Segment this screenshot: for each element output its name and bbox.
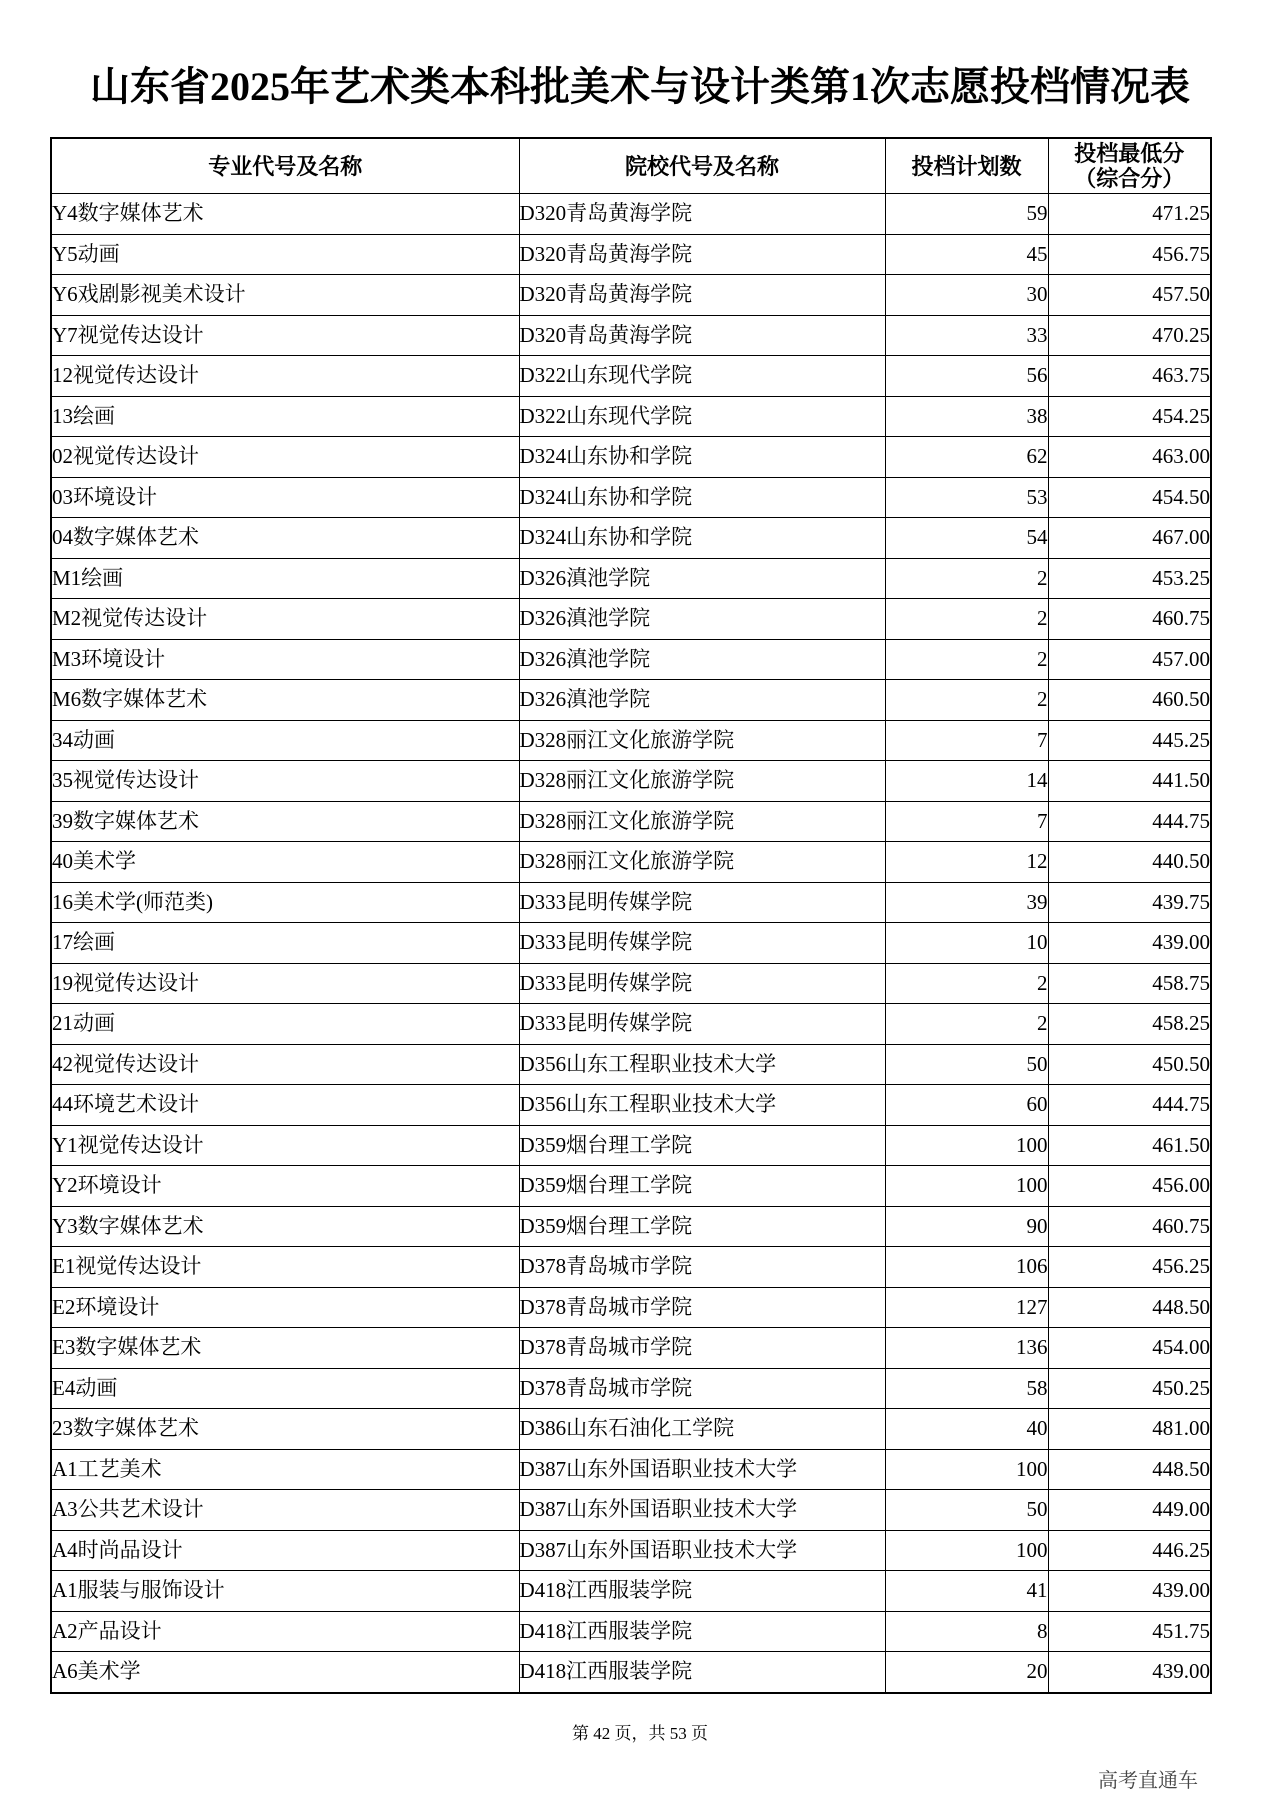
- table-row: [51, 639, 1211, 680]
- table-row: [51, 1004, 1211, 1045]
- cell-plan: 2: [885, 963, 1048, 1004]
- table-row: [51, 1652, 1211, 1693]
- cell-school: D324山东协和学院: [519, 437, 885, 478]
- cell-major: 03环境设计: [51, 477, 519, 518]
- cell-score: 470.25: [1048, 315, 1211, 356]
- cell-plan: 59: [885, 194, 1048, 235]
- cell-plan: 2: [885, 558, 1048, 599]
- cell-major: Y1视觉传达设计: [51, 1125, 519, 1166]
- cell-score: 454.50: [1048, 477, 1211, 518]
- cell-plan: 7: [885, 801, 1048, 842]
- cell-school: D333昆明传媒学院: [519, 923, 885, 964]
- cell-score: 457.00: [1048, 639, 1211, 680]
- table-row: [51, 1085, 1211, 1126]
- cell-plan: 62: [885, 437, 1048, 478]
- cell-plan: 136: [885, 1328, 1048, 1369]
- cell-major: 34动画: [51, 720, 519, 761]
- cell-score: 463.00: [1048, 437, 1211, 478]
- header-school: 院校代号及名称: [519, 138, 885, 194]
- cell-score: 458.25: [1048, 1004, 1211, 1045]
- cell-major: 44环境艺术设计: [51, 1085, 519, 1126]
- cell-school: D320青岛黄海学院: [519, 194, 885, 235]
- cell-school: D387山东外国语职业技术大学: [519, 1449, 885, 1490]
- cell-plan: 100: [885, 1449, 1048, 1490]
- cell-school: D328丽江文化旅游学院: [519, 842, 885, 883]
- table-row: [51, 1044, 1211, 1085]
- cell-score: 446.25: [1048, 1530, 1211, 1571]
- cell-score: 457.50: [1048, 275, 1211, 316]
- cell-major: E1视觉传达设计: [51, 1247, 519, 1288]
- cell-plan: 12: [885, 842, 1048, 883]
- table-row: [51, 599, 1211, 640]
- cell-score: 460.75: [1048, 599, 1211, 640]
- cell-school: D324山东协和学院: [519, 518, 885, 559]
- cell-major: 19视觉传达设计: [51, 963, 519, 1004]
- cell-plan: 2: [885, 599, 1048, 640]
- cell-school: D333昆明传媒学院: [519, 1004, 885, 1045]
- cell-plan: 33: [885, 315, 1048, 356]
- cell-school: D378青岛城市学院: [519, 1368, 885, 1409]
- cell-plan: 106: [885, 1247, 1048, 1288]
- table-row: [51, 882, 1211, 923]
- cell-school: D326滇池学院: [519, 680, 885, 721]
- cell-score: 451.75: [1048, 1611, 1211, 1652]
- table-row: [51, 1530, 1211, 1571]
- cell-score: 449.00: [1048, 1490, 1211, 1531]
- cell-school: D320青岛黄海学院: [519, 315, 885, 356]
- cell-score: 440.50: [1048, 842, 1211, 883]
- page-footer: 第 42 页，共 53 页: [572, 1724, 708, 1743]
- cell-plan: 14: [885, 761, 1048, 802]
- cell-major: 40美术学: [51, 842, 519, 883]
- cell-school: D356山东工程职业技术大学: [519, 1085, 885, 1126]
- cell-school: D328丽江文化旅游学院: [519, 761, 885, 802]
- table-row: [51, 558, 1211, 599]
- cell-score: 456.75: [1048, 234, 1211, 275]
- cell-score: 481.00: [1048, 1409, 1211, 1450]
- cell-major: Y2环境设计: [51, 1166, 519, 1207]
- cell-school: D418江西服装学院: [519, 1611, 885, 1652]
- cell-major: A2产品设计: [51, 1611, 519, 1652]
- cell-major: 23数字媒体艺术: [51, 1409, 519, 1450]
- cell-major: M6数字媒体艺术: [51, 680, 519, 721]
- cell-plan: 100: [885, 1166, 1048, 1207]
- table-row: [51, 1490, 1211, 1531]
- cell-school: D386山东石油化工学院: [519, 1409, 885, 1450]
- cell-score: 461.50: [1048, 1125, 1211, 1166]
- cell-score: 445.25: [1048, 720, 1211, 761]
- cell-major: Y5动画: [51, 234, 519, 275]
- table-row: [51, 842, 1211, 883]
- cell-major: 42视觉传达设计: [51, 1044, 519, 1085]
- table-row: [51, 518, 1211, 559]
- cell-score: 471.25: [1048, 194, 1211, 235]
- cell-plan: 39: [885, 882, 1048, 923]
- table-row: [51, 194, 1211, 235]
- table-row: [51, 1125, 1211, 1166]
- cell-school: D418江西服装学院: [519, 1652, 885, 1693]
- cell-score: 454.25: [1048, 396, 1211, 437]
- cell-score: 460.50: [1048, 680, 1211, 721]
- cell-score: 439.00: [1048, 923, 1211, 964]
- cell-score: 441.50: [1048, 761, 1211, 802]
- table-row: [51, 1206, 1211, 1247]
- cell-plan: 2: [885, 1004, 1048, 1045]
- cell-major: M2视觉传达设计: [51, 599, 519, 640]
- cell-major: M3环境设计: [51, 639, 519, 680]
- cell-school: D322山东现代学院: [519, 396, 885, 437]
- cell-major: Y4数字媒体艺术: [51, 194, 519, 235]
- cell-major: 12视觉传达设计: [51, 356, 519, 397]
- table-row: [51, 801, 1211, 842]
- table-row: [51, 1166, 1211, 1207]
- table-row: [51, 275, 1211, 316]
- cell-major: A3公共艺术设计: [51, 1490, 519, 1531]
- header-major: 专业代号及名称: [51, 138, 519, 194]
- cell-school: D359烟台理工学院: [519, 1206, 885, 1247]
- table-row: [51, 1328, 1211, 1369]
- cell-major: 17绘画: [51, 923, 519, 964]
- cell-score: 456.00: [1048, 1166, 1211, 1207]
- cell-plan: 45: [885, 234, 1048, 275]
- table-row: [51, 1571, 1211, 1612]
- cell-score: 444.75: [1048, 1085, 1211, 1126]
- table-row: [51, 1368, 1211, 1409]
- cell-school: D378青岛城市学院: [519, 1287, 885, 1328]
- cell-school: D333昆明传媒学院: [519, 963, 885, 1004]
- table-row: [51, 680, 1211, 721]
- table-body: [51, 194, 1211, 1693]
- table-row: [51, 1287, 1211, 1328]
- cell-plan: 50: [885, 1490, 1048, 1531]
- cell-major: 35视觉传达设计: [51, 761, 519, 802]
- cell-school: D322山东现代学院: [519, 356, 885, 397]
- cell-major: 16美术学(师范类): [51, 882, 519, 923]
- cell-score: 458.75: [1048, 963, 1211, 1004]
- header-score: [1048, 138, 1211, 194]
- table-row: [51, 477, 1211, 518]
- cell-major: A6美术学: [51, 1652, 519, 1693]
- watermark: 高考直通车: [1098, 1770, 1198, 1792]
- cell-school: D328丽江文化旅游学院: [519, 720, 885, 761]
- header-score-line1: 投档最低分: [1074, 141, 1185, 166]
- cell-plan: 90: [885, 1206, 1048, 1247]
- cell-plan: 20: [885, 1652, 1048, 1693]
- cell-plan: 100: [885, 1125, 1048, 1166]
- cell-school: D326滇池学院: [519, 639, 885, 680]
- cell-plan: 7: [885, 720, 1048, 761]
- cell-school: D378青岛城市学院: [519, 1328, 885, 1369]
- cell-major: A1服装与服饰设计: [51, 1571, 519, 1612]
- cell-score: 448.50: [1048, 1449, 1211, 1490]
- cell-score: 453.25: [1048, 558, 1211, 599]
- cell-score: 460.75: [1048, 1206, 1211, 1247]
- cell-score: 467.00: [1048, 518, 1211, 559]
- table-row: [51, 315, 1211, 356]
- cell-school: D320青岛黄海学院: [519, 234, 885, 275]
- cell-plan: 41: [885, 1571, 1048, 1612]
- cell-school: D378青岛城市学院: [519, 1247, 885, 1288]
- table-row: [51, 923, 1211, 964]
- cell-plan: 127: [885, 1287, 1048, 1328]
- table-row: [51, 1409, 1211, 1450]
- cell-major: E2环境设计: [51, 1287, 519, 1328]
- cell-school: D328丽江文化旅游学院: [519, 801, 885, 842]
- table-row: [51, 1611, 1211, 1652]
- cell-plan: 38: [885, 396, 1048, 437]
- table-row: [51, 1449, 1211, 1490]
- cell-score: 448.50: [1048, 1287, 1211, 1328]
- cell-school: D418江西服装学院: [519, 1571, 885, 1612]
- cell-school: D333昆明传媒学院: [519, 882, 885, 923]
- cell-school: D359烟台理工学院: [519, 1125, 885, 1166]
- table-row: [51, 761, 1211, 802]
- table-row: [51, 720, 1211, 761]
- table-row: [51, 234, 1211, 275]
- cell-major: Y6戏剧影视美术设计: [51, 275, 519, 316]
- cell-score: 444.75: [1048, 801, 1211, 842]
- cell-school: D387山东外国语职业技术大学: [519, 1490, 885, 1531]
- cell-plan: 10: [885, 923, 1048, 964]
- cell-score: 439.00: [1048, 1571, 1211, 1612]
- cell-major: 02视觉传达设计: [51, 437, 519, 478]
- admission-table: [50, 137, 1212, 1694]
- cell-major: Y7视觉传达设计: [51, 315, 519, 356]
- cell-plan: 60: [885, 1085, 1048, 1126]
- cell-major: E4动画: [51, 1368, 519, 1409]
- table-row: [51, 356, 1211, 397]
- cell-plan: 2: [885, 680, 1048, 721]
- cell-school: D320青岛黄海学院: [519, 275, 885, 316]
- cell-school: D356山东工程职业技术大学: [519, 1044, 885, 1085]
- header-plan: 投档计划数: [885, 138, 1048, 194]
- cell-plan: 40: [885, 1409, 1048, 1450]
- cell-score: 439.00: [1048, 1652, 1211, 1693]
- cell-plan: 58: [885, 1368, 1048, 1409]
- cell-plan: 2: [885, 639, 1048, 680]
- cell-plan: 8: [885, 1611, 1048, 1652]
- cell-major: 39数字媒体艺术: [51, 801, 519, 842]
- cell-score: 456.25: [1048, 1247, 1211, 1288]
- cell-plan: 30: [885, 275, 1048, 316]
- cell-score: 454.00: [1048, 1328, 1211, 1369]
- cell-school: D387山东外国语职业技术大学: [519, 1530, 885, 1571]
- cell-major: E3数字媒体艺术: [51, 1328, 519, 1369]
- cell-school: D359烟台理工学院: [519, 1166, 885, 1207]
- page-title: 山东省2025年艺术类本科批美术与设计类第1次志愿投档情况表: [90, 64, 1190, 109]
- cell-major: Y3数字媒体艺术: [51, 1206, 519, 1247]
- cell-major: 04数字媒体艺术: [51, 518, 519, 559]
- table-row: [51, 396, 1211, 437]
- table-row: [51, 437, 1211, 478]
- cell-major: A1工艺美术: [51, 1449, 519, 1490]
- cell-plan: 54: [885, 518, 1048, 559]
- cell-major: A4时尚品设计: [51, 1530, 519, 1571]
- cell-major: M1绘画: [51, 558, 519, 599]
- cell-school: D324山东协和学院: [519, 477, 885, 518]
- cell-plan: 50: [885, 1044, 1048, 1085]
- table-header-row: [51, 138, 1211, 194]
- cell-plan: 56: [885, 356, 1048, 397]
- table-row: [51, 1247, 1211, 1288]
- cell-major: 21动画: [51, 1004, 519, 1045]
- cell-score: 463.75: [1048, 356, 1211, 397]
- cell-plan: 100: [885, 1530, 1048, 1571]
- cell-score: 450.25: [1048, 1368, 1211, 1409]
- cell-school: D326滇池学院: [519, 558, 885, 599]
- cell-school: D326滇池学院: [519, 599, 885, 640]
- cell-score: 439.75: [1048, 882, 1211, 923]
- cell-score: 450.50: [1048, 1044, 1211, 1085]
- header-score-line2: （综合分）: [1074, 166, 1185, 191]
- table-row: [51, 963, 1211, 1004]
- cell-major: 13绘画: [51, 396, 519, 437]
- cell-plan: 53: [885, 477, 1048, 518]
